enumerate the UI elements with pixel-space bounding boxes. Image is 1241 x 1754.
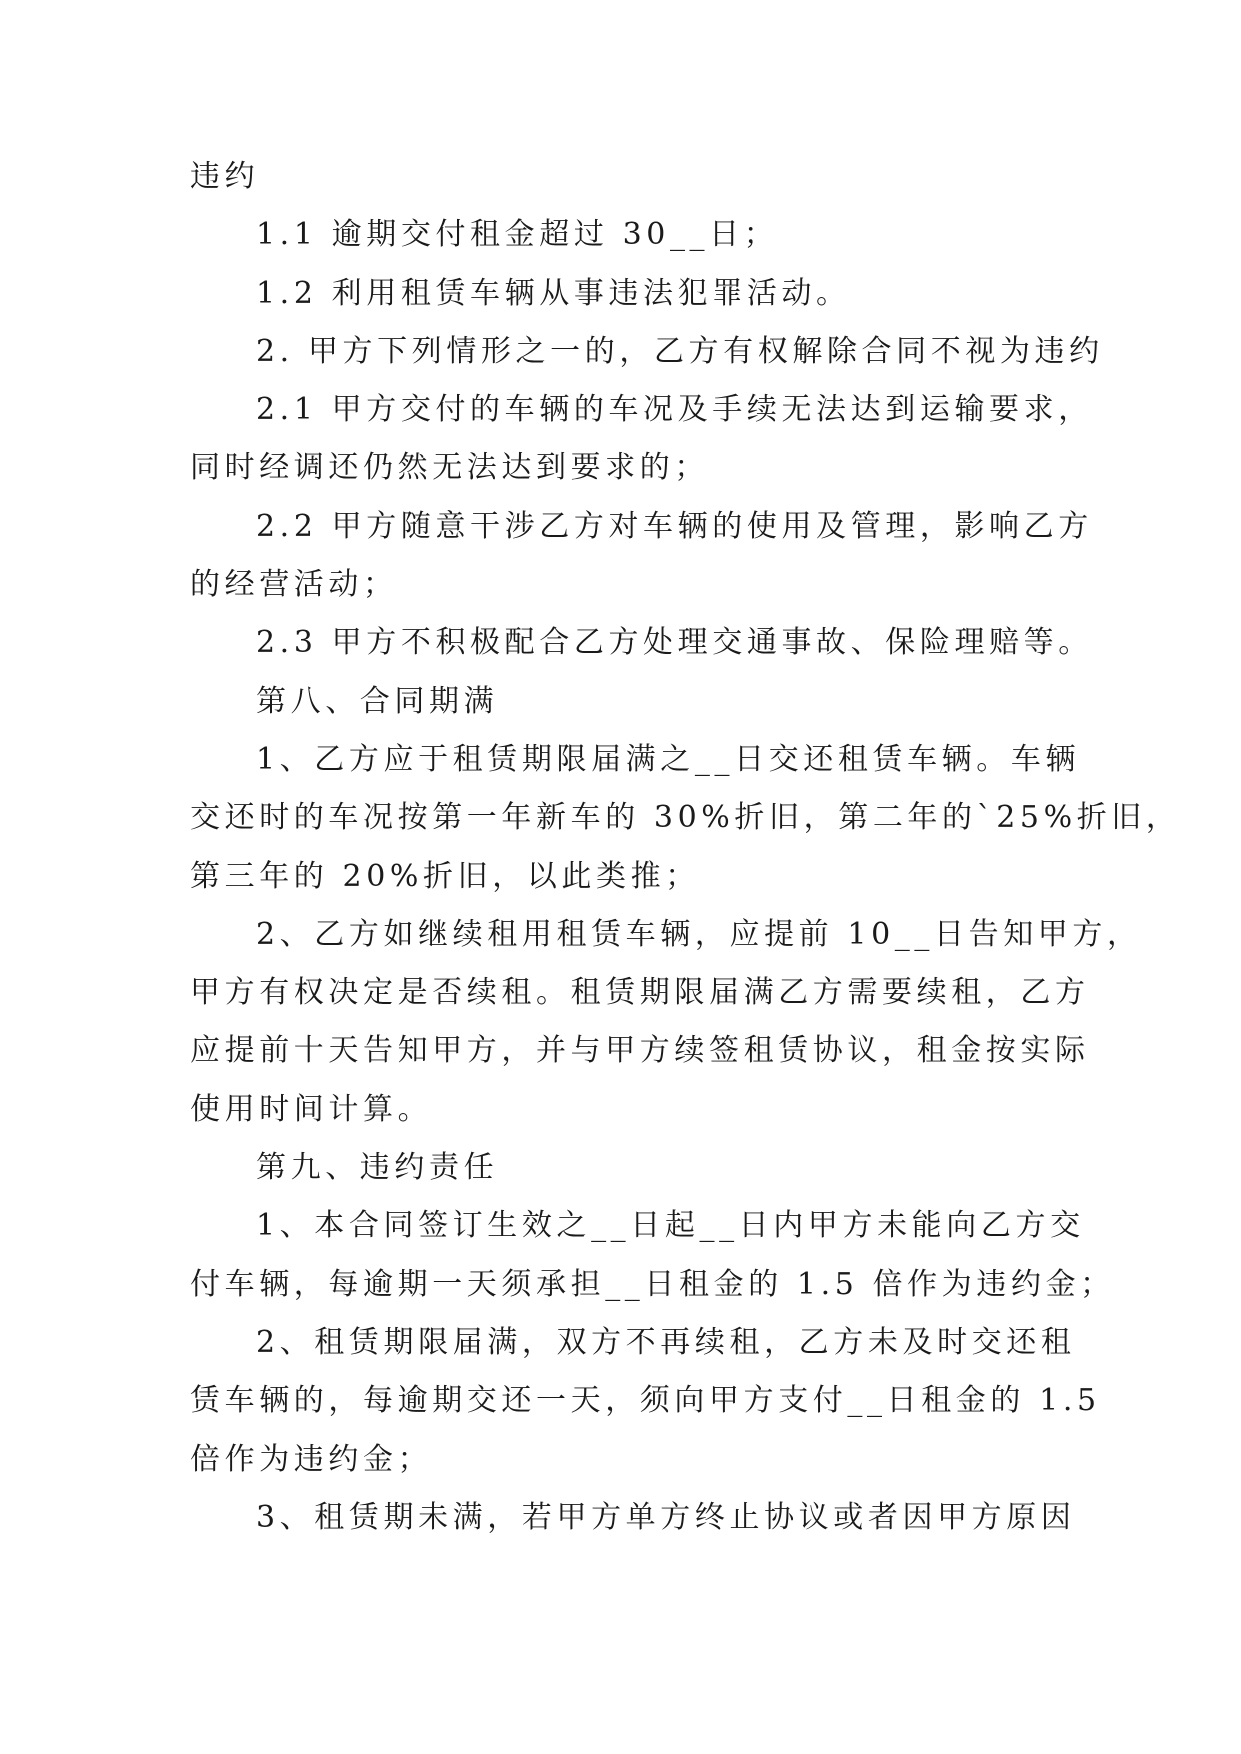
text-line: 付车辆，每逾期一天须承担__日租金的 1.5 倍作为违约金； bbox=[190, 1266, 1115, 1302]
text-line: 违约 bbox=[190, 159, 260, 194]
section-heading: 第八、合同期满 bbox=[256, 683, 499, 719]
text-line: 2、乙方如继续租用租赁车辆，应提前 10__日告知甲方， bbox=[256, 916, 1142, 952]
text-line: 2.2 甲方随意干涉乙方对车辆的使用及管理，影响乙方 bbox=[256, 508, 1093, 544]
text-line: 2. 甲方下列情形之一的，乙方有权解除合同不视为违约 bbox=[256, 333, 1104, 369]
section-heading: 第九、违约责任 bbox=[256, 1150, 499, 1186]
text-line: 3、租赁期未满，若甲方单方终止协议或者因甲方原因 bbox=[256, 1499, 1076, 1535]
text-line: 甲方有权决定是否续租。租赁期限届满乙方需要续租，乙方 bbox=[190, 975, 1090, 1011]
text-line: 倍作为违约金； bbox=[190, 1441, 433, 1477]
text-line: 2.3 甲方不积极配合乙方处理交通事故、保险理赔等。 bbox=[256, 625, 1093, 661]
text-line: 1.2 利用租赁车辆从事违法犯罪活动。 bbox=[256, 275, 851, 311]
document-body bbox=[190, 148, 1181, 1547]
text-line: 的经营活动； bbox=[190, 567, 398, 603]
text-line: 交还时的车况按第一年新车的 30%折旧，第二年的`25%折旧， bbox=[190, 800, 1181, 836]
text-line: 1、本合同签订生效之__日起__日内甲方未能向乙方交 bbox=[256, 1208, 1085, 1244]
text-line: 第三年的 20%折旧，以此类推； bbox=[190, 858, 700, 894]
text-line: 使用时间计算。 bbox=[190, 1091, 433, 1127]
text-line: 2.1 甲方交付的车辆的车况及手续无法达到运输要求， bbox=[256, 392, 1093, 428]
text-line: 应提前十天告知甲方，并与甲方续签租赁协议，租金按实际 bbox=[190, 1033, 1090, 1069]
text-line: 1、乙方应于租赁期限届满之__日交还租赁车辆。车辆 bbox=[256, 741, 1081, 777]
text-line: 2、租赁期限届满，双方不再续租，乙方未及时交还租 bbox=[256, 1324, 1076, 1360]
text-line: 1.1 逾期交付租金超过 30__日； bbox=[256, 217, 779, 253]
text-line: 赁车辆的，每逾期交还一天，须向甲方支付__日租金的 1.5 bbox=[190, 1383, 1101, 1419]
text-line: 同时经调还仍然无法达到要求的； bbox=[190, 450, 709, 486]
